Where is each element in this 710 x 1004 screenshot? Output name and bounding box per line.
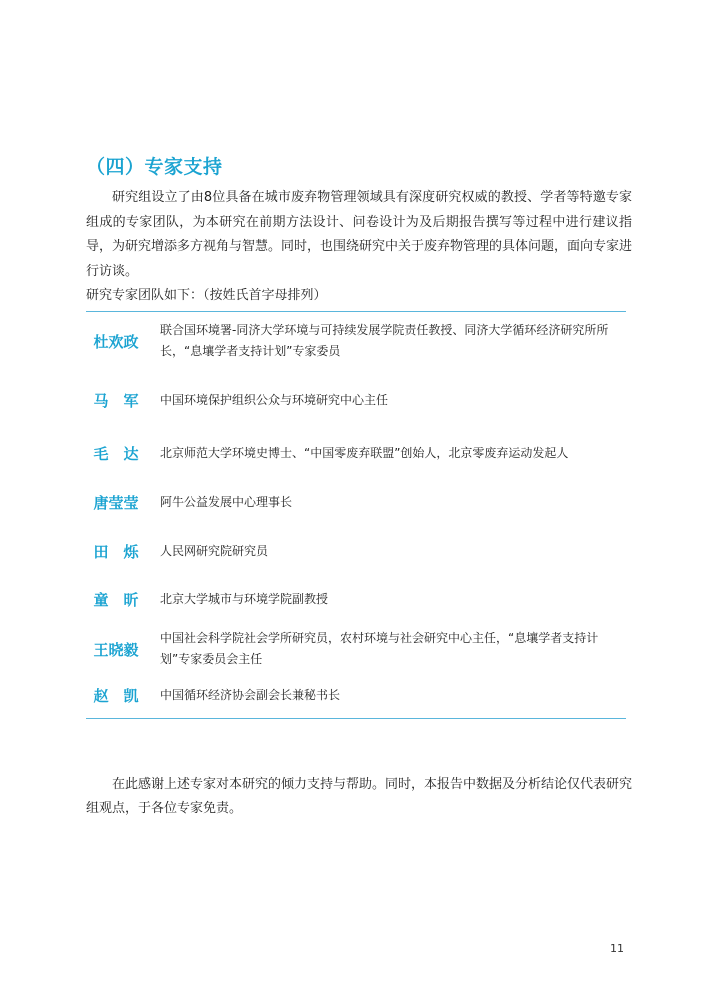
expert-title: 北京师范大学环境史博士、“中国零废弃联盟”创始人，北京零废弃运动发起人: [160, 445, 569, 460]
intro-list-lead: 研究专家团队如下：（按姓氏首字母排列）: [86, 288, 327, 303]
intro-paragraph: [86, 186, 632, 309]
expert-title: 人民网研究院研究员: [160, 543, 269, 558]
expert-title: 中国社会科学院社会学所研究员，农村环境与社会研究中心主任，“息壤学者支持计划”专家委员会主任: [160, 631, 599, 666]
expert-name: 童 昕: [93, 590, 139, 609]
closing-paragraph: 在此感谢上述专家对本研究的倾力支持与帮助。同时，本报告中数据及分析结论仅代表研究组观点，于各位专家免责。: [86, 777, 633, 816]
expert-name: 杜欢政: [93, 332, 139, 351]
expert-title: 中国循环经济协会副会长兼秘书长: [160, 687, 341, 702]
expert-row: [86, 626, 626, 672]
table-bottom-rule: [86, 718, 626, 719]
expert-name: 唐莹莹: [93, 493, 139, 512]
expert-row: [86, 587, 626, 611]
expert-row: [86, 490, 626, 514]
intro-text: 研究组设立了由8位具备在城市废弃物管理领域具有深度研究权威的教授、学者等特邀专家组成的专家团队，为本研究在前期方法设计、问卷设计为及后期报告撰写等过程中进行建议指导，为研究增添多方视角与智慧。同时，也围绕研究中关于废弃物管理的具体问题，面向专家进行访谈。: [86, 190, 633, 279]
expert-name: 赵 凯: [93, 686, 139, 705]
expert-name: 王晓毅: [93, 640, 139, 659]
expert-name: 毛 达: [93, 444, 139, 463]
expert-row: [86, 318, 626, 364]
expert-name: 田 烁: [93, 542, 139, 561]
page-number: 11: [610, 942, 624, 955]
expert-row: [86, 683, 626, 707]
section-heading: （四）专家支持: [86, 156, 223, 178]
expert-title: 中国环境保护组织公众与环境研究中心主任: [160, 392, 389, 407]
expert-row: [86, 441, 626, 465]
expert-title: 北京大学城市与环境学院副教授: [160, 591, 329, 606]
expert-title: 联合国环境署-同济大学环境与可持续发展学院责任教授、同济大学循环经济研究所所长，“息壤学者支持计划”专家委员: [160, 323, 609, 358]
table-top-rule: [86, 311, 626, 312]
expert-row: [86, 539, 626, 563]
expert-title: 阿牛公益发展中心理事长: [160, 494, 293, 509]
expert-row: [86, 388, 626, 412]
expert-name: 马 军: [93, 391, 139, 410]
